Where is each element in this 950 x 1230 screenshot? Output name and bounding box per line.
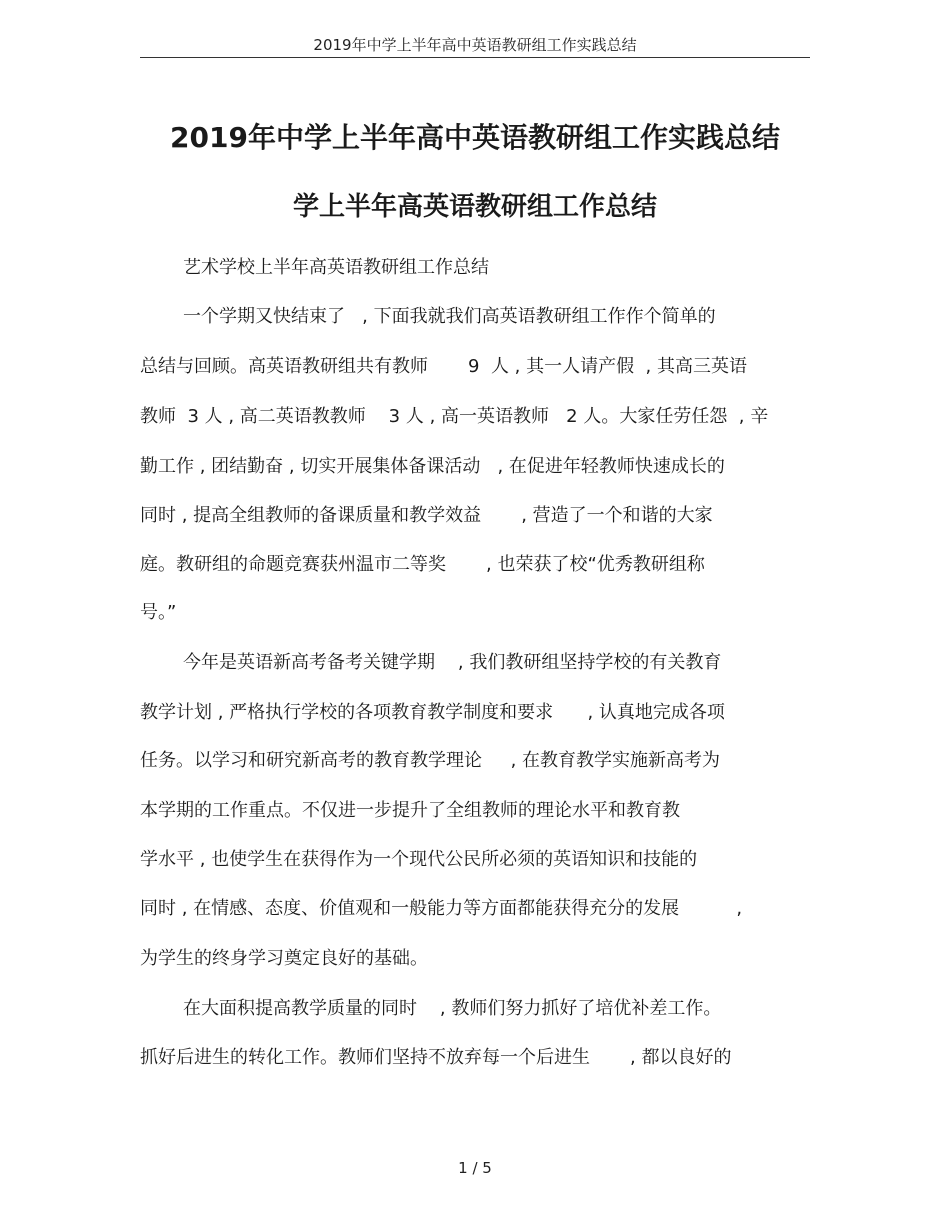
body-line: 任务。以学习和研究新高考的教育教学理论 , 在教育教学实施新高考为 <box>140 750 721 771</box>
body-line: 一个学期又快结束了 , 下面我就我们高英语教研组工作作个简单的 <box>183 306 716 327</box>
body-line: 在大面积提高教学质量的同时 , 教师们努力抓好了培优补差工作。 <box>183 998 722 1019</box>
body-line: 庭。教研组的命题竞赛获州温市二等奖 , 也荣获了校“优秀教研组称 <box>140 554 705 575</box>
body-line: 抓好后进生的转化工作。教师们坚持不放弃每一个后进生 , 都以良好的 <box>140 1047 732 1068</box>
body-line: 勤工作 , 团结勤奋 , 切实开展集体备课活动 , 在促进年轻教师快速成长的 <box>140 456 725 477</box>
body-line: 本学期的工作重点。不仅进一步提升了全组教师的理论水平和教育教 <box>140 800 680 821</box>
body-line: 号。” <box>140 602 177 623</box>
body-line: 今年是英语新高考备考关键学期 , 我们教研组坚持学校的有关教育 <box>183 652 722 673</box>
header-rule <box>140 57 810 58</box>
body-line: 教学计划 , 严格执行学校的各项教育教学制度和要求 , 认真地完成各项 <box>140 702 725 723</box>
body-line: 艺术学校上半年高英语教研组工作总结 <box>183 257 489 278</box>
body-line: 总结与回顾。高英语教研组共有教师 9 人 , 其一人请产假 , 其高三英语 <box>140 356 747 377</box>
running-header: 2019年中学上半年高中英语教研组工作实践总结 <box>313 36 637 54</box>
body-line: 教师 3 人 , 高二英语教教师 3 人 , 高一英语教师 2 人。大家任劳任怨 , 辛 <box>140 406 769 427</box>
body-line: 同时 , 在情感、态度、价值观和一般能力等方面都能获得充分的发展 , <box>140 898 743 919</box>
body-line: 同时 , 提高全组教师的备课质量和教学效益 , 营造了一个和谐的大家 <box>140 505 713 526</box>
document-title: 2019年中学上半年高中英语教研组工作实践总结 <box>170 121 780 154</box>
page-number: 1 / 5 <box>458 1159 492 1177</box>
body-line: 为学生的终身学习奠定良好的基础。 <box>140 948 428 969</box>
body-line: 学水平 , 也使学生在获得作为一个现代公民所必须的英语知识和技能的 <box>140 849 698 870</box>
document-subtitle: 学上半年高英语教研组工作总结 <box>292 192 657 222</box>
